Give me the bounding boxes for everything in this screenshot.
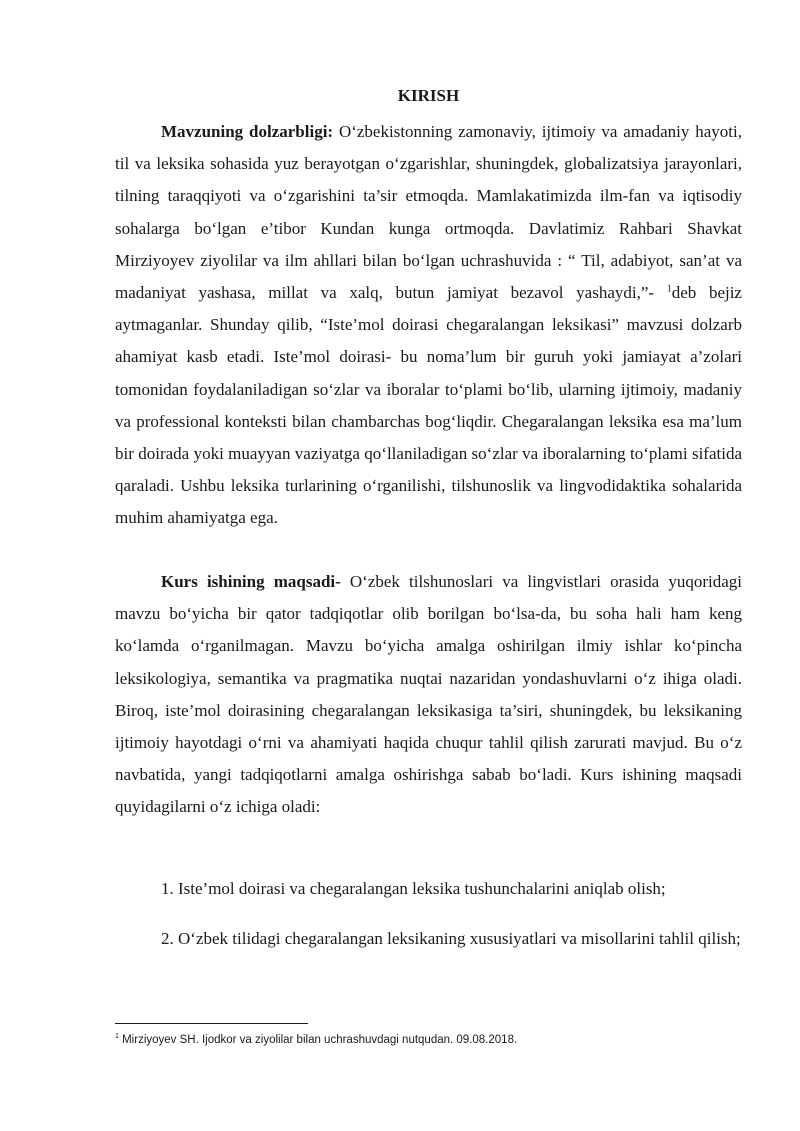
list-item: 2. O‘zbek tilidagi chegaralangan leksikaning xususiyatlari va misollarini tahlil qilish; bbox=[161, 929, 741, 948]
footnote-number: 1 bbox=[115, 1033, 119, 1041]
relevance-paragraph bbox=[115, 116, 742, 535]
list-item: 1. Iste’mol doirasi va chegaralangan leksika tushunchalarini aniqlab olish; bbox=[161, 879, 666, 898]
relevance-text-b: deb bejiz aytmaganlar. Shunday qilib, “Iste’mol doirasi chegaralangan leksikasi” mavzusi dolzarb ahamiyat kasb etadi. Iste’mol doirasi- bu noma’lum bir guruh yoki jamiayat a’zolari tomonidan foydalaniladigan so‘zlar va iboralar to‘plami bo‘lib, ularning ijtimoiy, madaniy va professional konteksti bilan chambarchas bog‘liqdir. Chegaralangan leksika esa ma’lum bir doirada yoki muayyan vaziyatga qo‘llaniladigan so‘zlar va iboralarning to‘plami sifatida qaraladi. Ushbu leksika turlarining o‘rganilishi, tilshunoslik va lingvodidaktika sohalarida muhim ahamiyatga ega. bbox=[115, 283, 742, 528]
goal-text: O‘zbek tilshunoslari va lingvistlari orasida yuqoridagi mavzu bo‘yicha bir qator tadqiqotlar olib borilgan bo‘lsa-da, bu soha hali ham keng ko‘lamda o‘rganilmagan. Mavzu bo‘yicha amalga oshirilgan ilmiy ishlar ko‘pincha leksikologiya, semantika va pragmatika nuqtai nazaridan yondashuvlarni o‘z ihiga oladi. Biroq, iste’mol doirasining chegaralangan leksikasiga ta’siri, shuningdek, bu leksikaning ijtimoiy hayotdagi o‘rni va ahamiyati haqida chuqur tahlil qilish zarurati mavjud. Bu o‘z navbatida, yangi tadqiqotlarni amalga oshirishga sabab bo‘ladi. Kurs ishining maqsadi quyidagilarni o‘z ichiga oladi: bbox=[115, 572, 742, 817]
footnote-text: Mirziyoyev SH. Ijodkor va ziyolilar bilan uchrashuvdagi nutqudan. 09.08.2018. bbox=[118, 1034, 518, 1046]
relevance-heading: Mavzuning dolzarbligi: bbox=[161, 122, 334, 141]
goal-paragraph bbox=[115, 566, 742, 824]
page-title: KIRISH bbox=[397, 86, 460, 105]
relevance-text-a: O‘zbekistonning zamonaviy, ijtimoiy va amadaniy hayoti, til va leksika sohasida yuz berayotgan o‘zgarishlar, shuningdek, globalizatsiya jarayonlari, tilning taraqqiyoti va o‘zgarishini ta’sir etmoqda. Mamlakatimizda ilm-fan va iqtisodiy sohalarga bo‘lgan e’tibor Kundan kunga ortmoqda. Davlatimiz Rahbari Shavkat Mirziyoyev ziyolilar va ilm ahllari bilan bo‘lgan uchrashuvida : “ Til, adabiyot, san’at va madaniyat yashasa, millat va xalq, butun jamiyat bezavol yashaydi,”- bbox=[115, 122, 742, 303]
footnote bbox=[115, 1033, 742, 1047]
footnote-separator bbox=[115, 1023, 308, 1024]
footnote-reference[interactable]: 1 bbox=[666, 283, 672, 295]
goal-heading: Kurs ishining maqsadi- bbox=[161, 572, 341, 591]
